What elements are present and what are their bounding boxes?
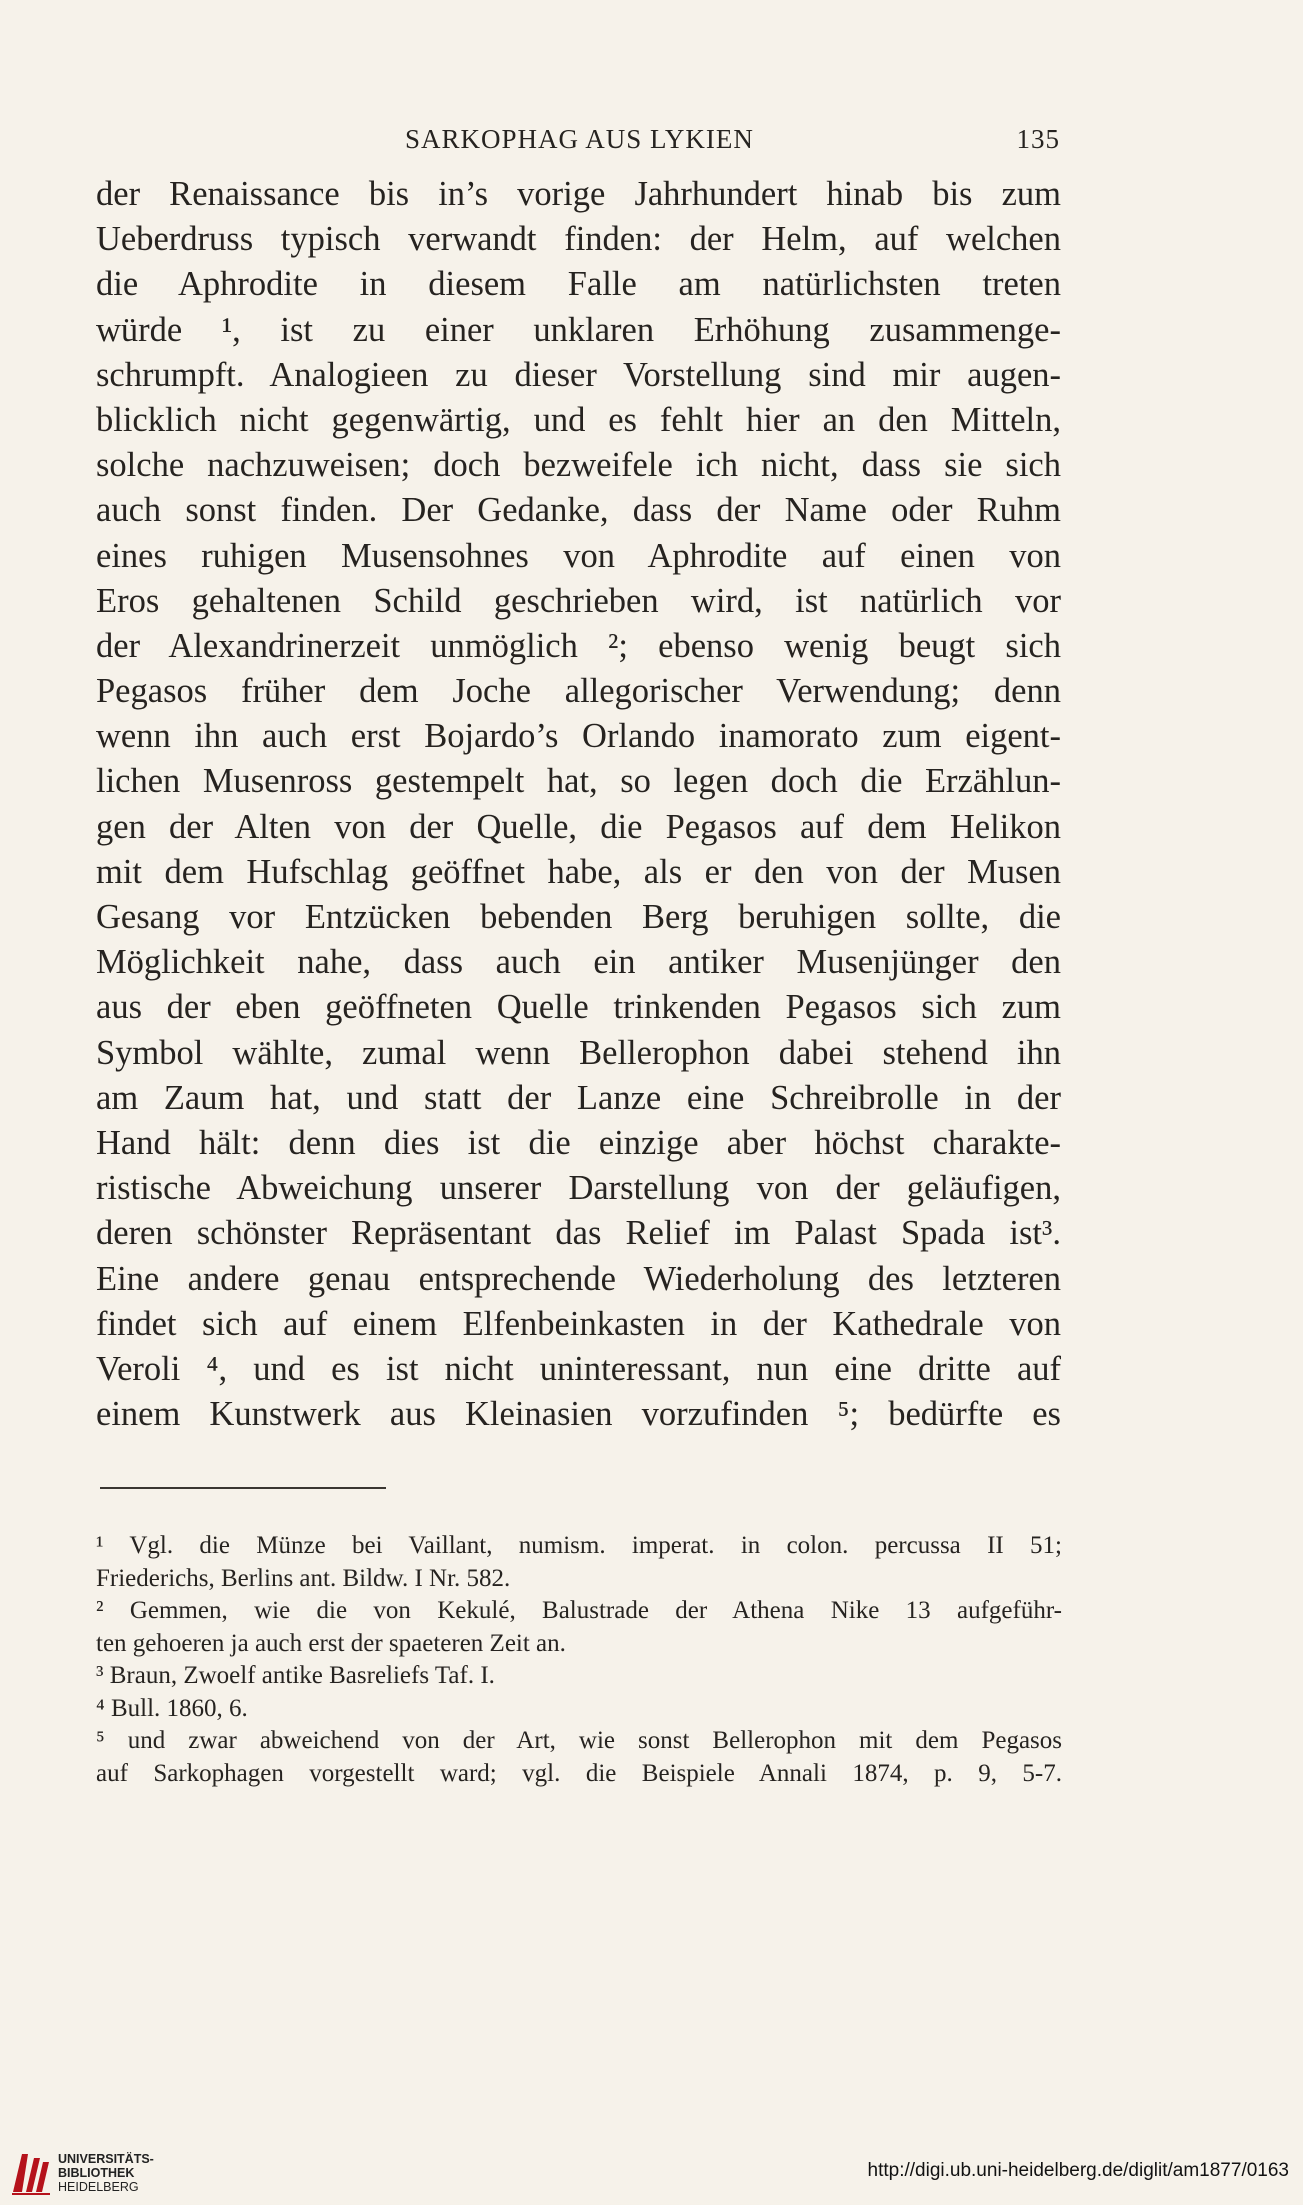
footnote-line: ⁵ und zwar abweichend von der Art, wie sonst Bellerophon mit dem Pegasos bbox=[96, 1727, 1062, 1754]
body-line: gen der Alten von der Quelle, die Pegasos auf dem Helikon bbox=[96, 807, 1061, 846]
footnote-line: ten gehoeren ja auch erst der spaeteren Zeit an. bbox=[96, 1629, 566, 1657]
body-line: Hand hält: denn dies ist die einzige aber höchst charakte- bbox=[96, 1123, 1061, 1162]
footnote-divider bbox=[100, 1487, 386, 1489]
body-line: aus der eben geöffneten Quelle trinkenden Pegasos sich zum bbox=[96, 988, 1061, 1027]
running-header bbox=[90, 118, 1060, 158]
footnote-line: ¹ Vgl. die Münze bei Vaillant, numism. imperat. in colon. percussa II 51; bbox=[96, 1532, 1062, 1559]
body-line: würde ¹, ist zu einer unklaren Erhöhung zusammenge- bbox=[96, 310, 1061, 349]
body-line: der Renaissance bis in’s vorige Jahrhundert hinab bis zum bbox=[96, 175, 1061, 213]
body-line: der Alexandrinerzeit unmöglich ²; ebenso wenig beugt sich bbox=[96, 626, 1061, 665]
body-text bbox=[96, 172, 1061, 1437]
running-title: SARKOPHAG AUS LYKIEN bbox=[405, 124, 754, 154]
footnote-line: ³ Braun, Zwoelf antike Basreliefs Taf. I. bbox=[96, 1662, 495, 1689]
body-line: Eine andere genau entsprechende Wiederholung des letzteren bbox=[96, 1259, 1061, 1298]
library-logo[interactable] bbox=[10, 2148, 170, 2198]
body-line: Pegasos früher dem Joche allegorischer Verwendung; denn bbox=[96, 672, 1061, 711]
footnote-line: ² Gemmen, wie die von Kekulé, Balustrade der Athena Nike 13 aufgeführ- bbox=[96, 1597, 1062, 1624]
body-line: am Zaum hat, und statt der Lanze eine Schreibrolle in der bbox=[96, 1078, 1061, 1117]
body-line: solche nachzuweisen; doch bezweifele ich nicht, dass sie sich bbox=[96, 446, 1061, 485]
body-line: Eros gehaltenen Schild geschrieben wird, ist natürlich vor bbox=[96, 581, 1061, 620]
body-line: wenn ihn auch erst Bojardo’s Orlando inamorato zum eigent- bbox=[96, 717, 1061, 756]
footnote-line: ⁴ Bull. 1860, 6. bbox=[96, 1694, 248, 1722]
footnote-line: Friederichs, Berlins ant. Bildw. I Nr. 582. bbox=[96, 1564, 511, 1592]
body-line: ristische Abweichung unserer Darstellung von der geläufigen, bbox=[96, 1169, 1061, 1208]
body-line: mit dem Hufschlag geöffnet habe, als er den von der Musen bbox=[96, 852, 1061, 891]
body-line: deren schönster Repräsentant das Relief im Palast Spada ist³. bbox=[96, 1214, 1061, 1253]
body-line: lichen Musenross gestempelt hat, so legen doch die Erzählun- bbox=[96, 762, 1061, 801]
source-url-link[interactable]: http://digi.ub.uni-heidelberg.de/diglit/am1877/0163 bbox=[867, 2160, 1289, 2181]
body-line: eines ruhigen Musensohnes von Aphrodite auf einen von bbox=[96, 536, 1061, 575]
body-line: blicklich nicht gegenwärtig, und es fehlt hier an den Mitteln, bbox=[96, 400, 1061, 439]
footnote-line: auf Sarkophagen vorgestellt ward; vgl. die Beispiele Annali 1874, p. 9, 5-7. bbox=[96, 1759, 1062, 1787]
logo-text bbox=[58, 2152, 154, 2194]
page-number: 135 bbox=[1016, 124, 1060, 154]
body-line: Ueberdruss typisch verwandt finden: der Helm, auf welchen bbox=[96, 220, 1061, 259]
body-line: schrumpft. Analogieen zu dieser Vorstellung sind mir augen- bbox=[96, 355, 1061, 394]
heidelberg-library-logo-icon bbox=[10, 2148, 52, 2196]
body-line: die Aphrodite in diesem Falle am natürlichsten treten bbox=[96, 265, 1061, 304]
body-line: Möglichkeit nahe, dass auch ein antiker Musenjünger den bbox=[96, 943, 1061, 982]
body-line: findet sich auf einem Elfenbeinkasten in der Kathedrale von bbox=[96, 1304, 1061, 1343]
body-line: Gesang vor Entzücken bebenden Berg beruhigen sollte, die bbox=[96, 898, 1061, 936]
body-line: auch sonst finden. Der Gedanke, dass der Name oder Ruhm bbox=[96, 491, 1061, 530]
logo-line-1: UNIVERSITÄTS- bbox=[58, 2152, 154, 2166]
logo-line-2: BIBLIOTHEK bbox=[58, 2166, 135, 2180]
body-line: Symbol wählte, zumal wenn Bellerophon dabei stehend ihn bbox=[96, 1033, 1061, 1072]
footnotes bbox=[96, 1530, 1062, 1790]
body-line: einem Kunstwerk aus Kleinasien vorzufinden ⁵; bedürfte es bbox=[96, 1395, 1061, 1434]
body-line: Veroli ⁴, und es ist nicht uninteressant, nun eine dritte auf bbox=[96, 1349, 1061, 1388]
logo-line-3: HEIDELBERG bbox=[58, 2180, 139, 2194]
